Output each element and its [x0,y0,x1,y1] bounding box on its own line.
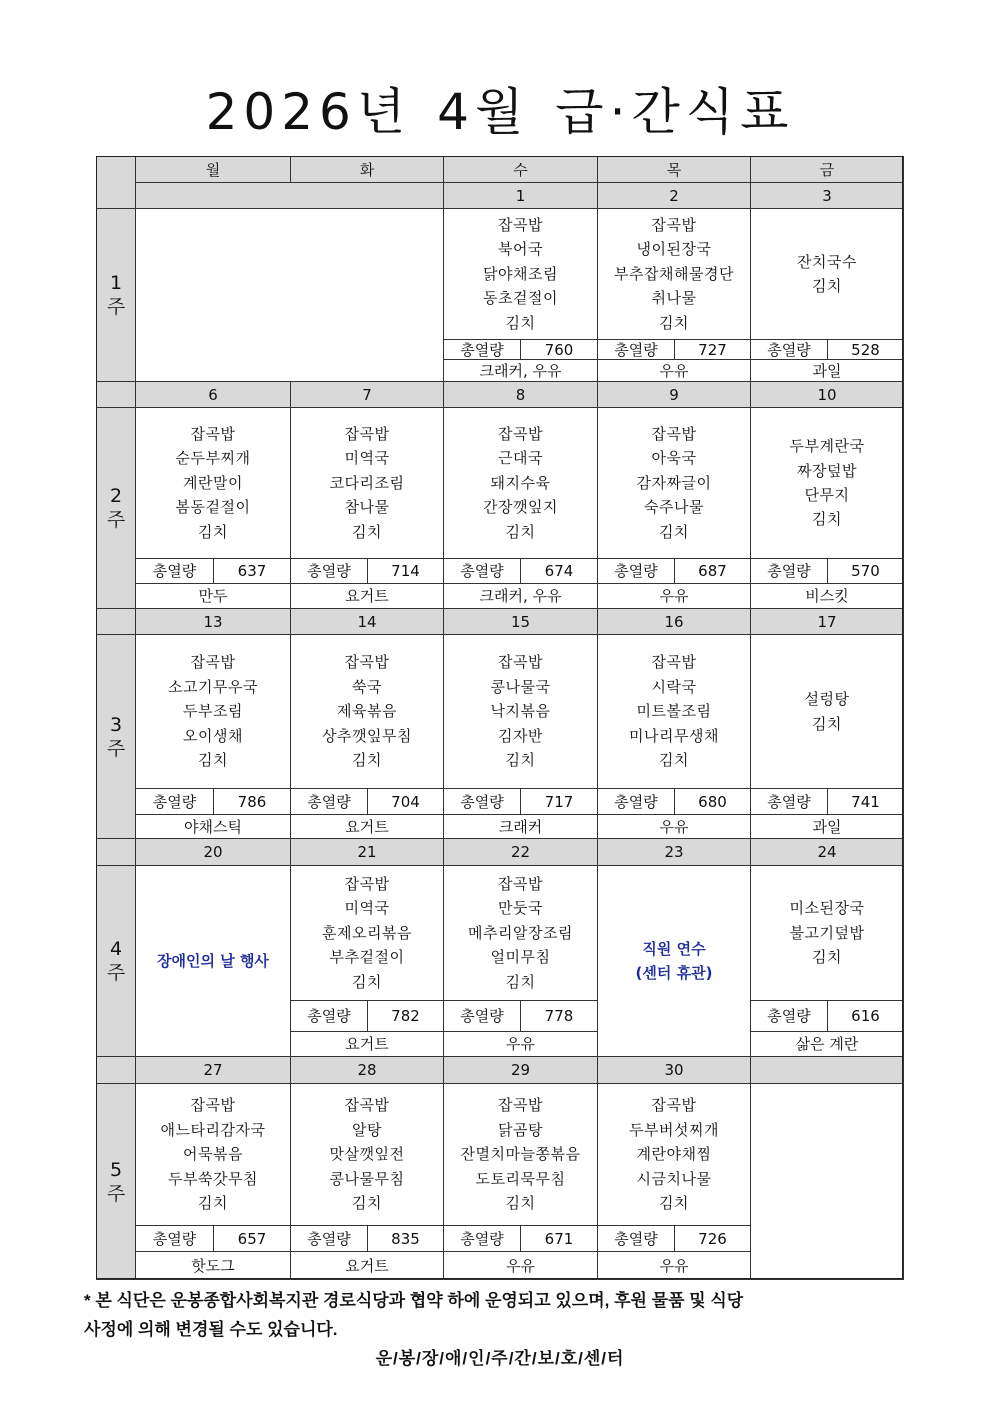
menu-item: 시락국 [651,677,697,696]
menu-item: 김치 [505,313,536,332]
calorie-label: 총열량 [290,788,368,815]
menu-item: 잡곡밥 [190,424,236,443]
menu-cell [597,208,751,340]
menu-item: 콩나물무침 [329,1169,405,1188]
snack-cell: 크래커, 우유 [443,359,598,382]
menu-item: 시금치나물 [636,1169,712,1188]
calorie-label: 총열량 [750,1000,828,1032]
menu-cell [443,865,598,1001]
week-suffix: 주 [106,1182,126,1205]
menu-item: 잔멸치마늘쫑볶음 [460,1145,581,1164]
header-date-empty [135,182,444,209]
date-cell: 29 [443,1056,598,1084]
week-suffix: 주 [106,296,126,318]
week-label [96,1083,136,1280]
calorie-label: 총열량 [135,558,214,584]
week-number: 3 [109,713,123,736]
menu-item: 취나물 [651,289,697,308]
menu-item: 잡곡밥 [651,215,697,234]
date-cell: 13 [135,608,291,635]
calorie-label: 총열량 [597,1225,675,1252]
menu-item: 잡곡밥 [344,874,390,893]
snack-cell: 요거트 [290,1251,444,1280]
calorie-value: 704 [367,788,444,815]
menu-item: 코다리조림 [329,473,405,492]
header-day-2: 수 [443,156,598,183]
menu-item: 동초겉절이 [483,289,558,308]
menu-item: 훈제오리볶음 [322,923,412,942]
calorie-value: 570 [827,558,904,584]
week-number: 2 [109,485,123,507]
snack-cell: 우유 [597,814,751,839]
calorie-label: 총열량 [135,1225,214,1252]
date-cell: 24 [750,838,904,866]
menu-item: 김치 [812,510,842,529]
week-label [96,865,136,1057]
note-line-1: * 본 식단은 운봉종합사회복지관 경로식당과 협약 하에 운영되고 있으며, 후원 물품 및 식당 [84,1291,744,1310]
menu-item: 김치 [505,522,536,541]
header-corner [96,156,136,209]
menu-cell [290,1083,444,1226]
menu-item: 잡곡밥 [651,653,697,672]
menu-item: 김치 [505,751,536,770]
calorie-value: 782 [367,1000,444,1032]
menu-item: 단무지 [804,486,850,504]
calorie-label: 총열량 [750,788,828,815]
date-cell: 8 [443,381,598,408]
title-month: 4월 [437,83,530,141]
snack-cell: 우유 [597,1251,751,1280]
event-cell [135,865,291,1057]
calorie-label: 총열량 [597,788,675,815]
menu-item: 김치 [198,1194,228,1213]
date-cell: 14 [290,608,444,635]
week-label-spacer [96,1056,136,1084]
menu-cell [597,634,751,789]
date-cell: 16 [597,608,751,635]
menu-item: 미트볼조림 [636,702,712,721]
menu-item: 김치 [659,522,689,541]
menu-item: 애느타리감자국 [160,1120,266,1139]
week-number: 1 [109,272,123,294]
date-cell: 30 [597,1056,751,1084]
menu-item: 잡곡밥 [651,1096,697,1115]
menu-cell [290,865,444,1001]
menu-item: 메추리알장조림 [468,923,573,942]
date-cell: 23 [597,838,751,866]
date-cell: 7 [290,381,444,408]
calorie-value: 637 [213,558,291,584]
header-day-1: 화 [290,156,444,183]
snack-cell: 요거트 [290,814,444,839]
menu-item: 부추겉절이 [329,948,405,967]
menu-item: 잡곡밥 [344,1096,390,1115]
menu-item: 잔치국수 [797,252,857,271]
calorie-value: 717 [520,788,598,815]
menu-item: 잡곡밥 [498,1096,543,1115]
week-label [96,208,136,382]
calorie-label: 총열량 [443,558,521,584]
menu-item: 닭곰탕 [498,1120,543,1139]
calorie-value: 727 [674,339,751,360]
menu-item: 김치 [659,313,689,332]
snack-cell: 우유 [443,1251,598,1280]
calorie-value: 726 [674,1225,751,1252]
title-year: 2026년 [205,83,412,141]
header-day-4: 금 [750,156,904,183]
menu-item: 김치 [352,751,382,770]
week-number: 4 [109,938,123,960]
menu-cell [135,634,291,789]
menu-item: 김자반 [498,726,543,745]
menu-item: 잡곡밥 [344,653,390,672]
date-cell: 9 [597,381,751,408]
calorie-value: 528 [827,339,904,360]
menu-item: 돼지수육 [490,473,551,492]
calorie-label: 총열량 [290,1225,368,1252]
calorie-value: 671 [520,1225,598,1252]
calorie-value: 687 [674,558,751,584]
menu-cell [750,407,904,559]
snack-cell: 과일 [750,814,904,839]
menu-item: 제육볶음 [337,702,397,721]
snack-cell: 비스킷 [750,583,904,609]
snack-cell: 우유 [443,1031,598,1057]
menu-item: 잡곡밥 [190,1096,236,1115]
menu-item: 미소된장국 [789,899,865,918]
menu-item: 북어국 [498,240,543,259]
menu-item: 잡곡밥 [498,653,543,672]
week-label-spacer [96,381,136,408]
empty-cell [750,1083,904,1280]
menu-item: 맛살깻잎전 [329,1145,405,1164]
calorie-label: 총열량 [443,339,521,360]
header-date: 2 [597,182,751,209]
calorie-label: 총열량 [750,339,828,360]
menu-item: 김치 [198,751,228,770]
snack-cell: 과일 [750,359,904,382]
calorie-value: 714 [367,558,444,584]
calorie-label: 총열량 [597,339,675,360]
menu-item: 순두부찌개 [175,449,251,468]
menu-cell [750,634,904,789]
menu-item: 김치 [352,972,382,991]
header-day-0: 월 [135,156,291,183]
date-cell: 10 [750,381,904,408]
snack-cell: 우유 [597,583,751,609]
menu-item: 김치 [505,1194,536,1213]
menu-item: 알탕 [352,1120,382,1139]
calorie-value: 741 [827,788,904,815]
menu-item: 잡곡밥 [498,215,543,234]
calorie-label: 총열량 [443,1000,521,1032]
week-suffix: 주 [106,737,126,760]
menu-item: 참나물 [344,498,390,517]
snack-cell: 삶은 계란 [750,1031,904,1057]
menu-item: 두부조림 [183,702,243,721]
menu-item: 계란말이 [183,473,243,492]
date-cell: 15 [443,608,598,635]
menu-cell [597,1083,751,1226]
menu-cell [443,1083,598,1226]
calorie-value: 657 [213,1225,291,1252]
date-cell: 22 [443,838,598,866]
menu-item: 닭야채조림 [483,264,558,283]
event-text: 장애인의 날 행사 [157,952,269,970]
menu-item: 상추깻잎무침 [322,726,412,745]
event-text: (센터 휴관) [635,964,713,982]
center-name-footer: 운/봉/장/애/인/주/간/보/호/센/터 [375,1349,625,1368]
snack-cell: 크래커, 우유 [443,583,598,609]
week-label-spacer [96,838,136,866]
calorie-label: 총열량 [597,558,675,584]
menu-item: 어묵볶음 [183,1145,243,1164]
snack-cell: 요거트 [290,583,444,609]
menu-cell [750,865,904,1001]
menu-item: 간장깻잎지 [483,498,558,517]
menu-cell [443,407,598,559]
menu-item: 잡곡밥 [344,424,390,443]
calorie-value: 680 [674,788,751,815]
calorie-value: 760 [520,339,598,360]
date-cell: 6 [135,381,291,408]
menu-item: 만둣국 [498,899,543,918]
header-date: 3 [750,182,904,209]
menu-item: 봄동겉절이 [175,498,251,517]
calorie-value: 674 [520,558,598,584]
menu-item: 김치 [198,522,228,541]
header-date: 1 [443,182,598,209]
date-cell: 17 [750,608,904,635]
week-label [96,407,136,609]
menu-item: 도토리묵무침 [475,1169,566,1188]
snack-cell: 크래커 [443,814,598,839]
menu-item: 미나리무생채 [629,726,719,745]
calorie-label: 총열량 [135,788,214,815]
title-label: 급·간식표 [555,83,795,141]
menu-cell [443,208,598,340]
menu-item: 낙지볶음 [490,702,551,721]
calorie-label: 총열량 [443,788,521,815]
menu-item: 계란야채찜 [636,1145,712,1164]
snack-cell: 만두 [135,583,291,609]
snack-cell: 우유 [597,359,751,382]
menu-item: 두부계란국 [789,437,865,456]
snack-cell: 야채스틱 [135,814,291,839]
event-cell [597,865,751,1057]
calorie-value: 616 [827,1000,904,1032]
menu-item: 짜장덮밥 [797,461,857,480]
date-cell: 27 [135,1056,291,1084]
snack-cell: 핫도그 [135,1251,291,1280]
menu-cell [290,634,444,789]
menu-item: 미역국 [344,899,390,918]
week-suffix: 주 [106,962,126,984]
menu-item: 김치 [505,972,536,991]
calorie-label: 총열량 [750,558,828,584]
snack-cell: 요거트 [290,1031,444,1057]
menu-item: 오이생채 [183,726,243,745]
menu-item: 두부쑥갓무침 [168,1169,258,1188]
calorie-value: 778 [520,1000,598,1032]
calorie-label: 총열량 [443,1225,521,1252]
menu-item: 김치 [812,714,842,733]
week-label [96,634,136,839]
week-label-spacer [96,608,136,635]
week-suffix: 주 [106,509,126,531]
note-line-2: 사정에 의해 변경될 수도 있습니다. [84,1320,338,1339]
menu-item: 김치 [812,948,842,967]
date-cell: 20 [135,838,291,866]
menu-item: 김치 [659,751,689,770]
menu-item: 쑥국 [352,677,382,696]
menu-cell [443,634,598,789]
menu-item: 얼미무침 [490,948,551,967]
menu-item: 감자짜글이 [636,473,712,492]
date-cell: 21 [290,838,444,866]
menu-item: 김치 [812,277,842,295]
menu-item: 숙주나물 [644,498,704,517]
menu-item: 잡곡밥 [651,424,697,443]
menu-item: 설렁탕 [804,690,850,709]
menu-item: 불고기덮밥 [789,923,865,942]
menu-item: 잡곡밥 [498,874,543,893]
menu-item: 근대국 [498,449,543,468]
menu-item: 김치 [659,1194,689,1213]
menu-item: 부추잡채해물경단 [614,264,734,283]
menu-cell [290,407,444,559]
menu-item: 김치 [352,1194,382,1213]
date-cell: 28 [290,1056,444,1084]
menu-cell [135,407,291,559]
calorie-label: 총열량 [290,1000,368,1032]
menu-item: 냉이된장국 [636,240,712,259]
page-title [0,82,1000,142]
empty-cell [135,208,444,382]
menu-cell [597,407,751,559]
date-cell [750,1056,904,1084]
menu-cell [135,1083,291,1226]
menu-item: 김치 [352,522,382,541]
menu-item: 미역국 [344,449,390,468]
menu-item: 잡곡밥 [498,424,543,443]
menu-item: 소고기무우국 [168,677,258,696]
calorie-value: 786 [213,788,291,815]
menu-item: 두부버섯찌개 [629,1120,719,1139]
event-text: 직원 연수 [642,940,706,958]
week-number: 5 [109,1158,123,1181]
menu-item: 아욱국 [651,449,697,468]
calorie-value: 835 [367,1225,444,1252]
header-day-3: 목 [597,156,751,183]
menu-item: 콩나물국 [490,677,551,696]
menu-item: 잡곡밥 [190,653,236,672]
menu-cell [750,208,904,340]
calorie-label: 총열량 [290,558,368,584]
